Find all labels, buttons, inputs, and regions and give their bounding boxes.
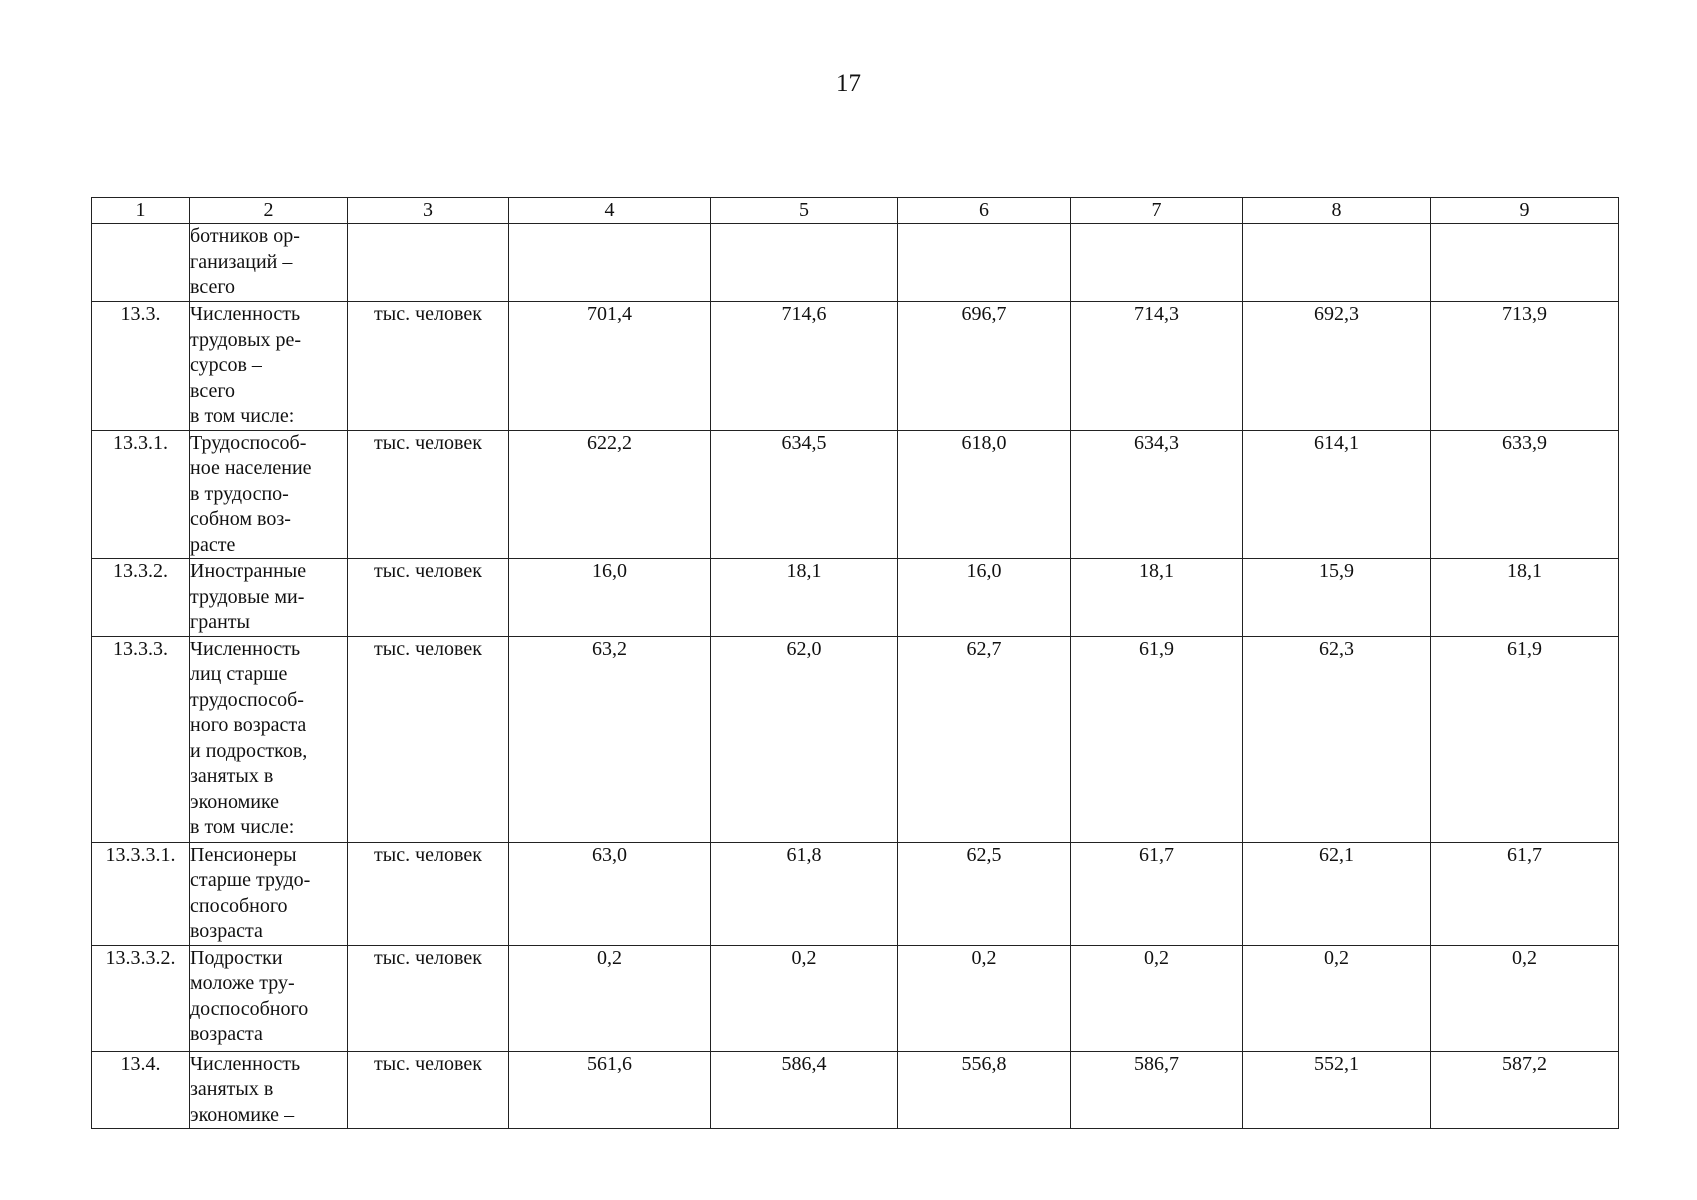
column-header: 7	[1071, 198, 1243, 224]
indicator-name-line: сурсов –	[190, 354, 262, 376]
indicator-name	[190, 636, 348, 842]
value-cell: 0,2	[509, 945, 711, 1051]
table-row	[92, 636, 1619, 842]
indicator-name-line: трудоспособ-	[190, 688, 304, 711]
value-cell	[898, 224, 1071, 302]
value-cell: 63,2	[509, 636, 711, 842]
indicator-name-line: Численность	[190, 1052, 301, 1075]
value-cell: 62,1	[1243, 842, 1431, 945]
indicator-name-line: Иностранные	[190, 560, 307, 582]
column-header: 9	[1431, 198, 1619, 224]
indicator-name-line: расте	[190, 533, 236, 556]
indicator-name	[190, 302, 348, 431]
value-cell: 0,2	[1071, 945, 1243, 1051]
value-cell: 634,5	[711, 430, 898, 559]
value-cell: 61,9	[1071, 636, 1243, 842]
unit-cell: тыс. человек	[348, 559, 509, 637]
indicator-name-line: Численность	[190, 637, 301, 660]
indicator-name-line: Численность	[190, 303, 301, 325]
indicator-name-line: ганизаций –	[190, 250, 293, 273]
value-cell: 61,7	[1431, 842, 1619, 945]
column-header: 8	[1243, 198, 1431, 224]
column-header: 4	[509, 198, 711, 224]
value-cell	[509, 224, 711, 302]
value-cell: 614,1	[1243, 430, 1431, 559]
value-cell: 62,5	[898, 842, 1071, 945]
value-cell: 61,7	[1071, 842, 1243, 945]
row-number: 13.3.3.2.	[92, 945, 190, 1051]
value-cell: 618,0	[898, 430, 1071, 559]
value-cell: 633,9	[1431, 430, 1619, 559]
value-cell: 61,8	[711, 842, 898, 945]
value-cell: 0,2	[1431, 945, 1619, 1051]
unit-cell: тыс. человек	[348, 1051, 509, 1129]
table-row	[92, 430, 1619, 559]
indicator-name-line: всего	[190, 276, 236, 298]
indicator-name-line: и подростков,	[190, 739, 308, 762]
unit-cell: тыс. человек	[348, 842, 509, 945]
data-table	[91, 197, 1619, 1129]
value-cell: 622,2	[509, 430, 711, 559]
value-cell: 586,4	[711, 1051, 898, 1129]
value-cell: 556,8	[898, 1051, 1071, 1129]
indicator-name-line: трудовых ре-	[190, 328, 302, 351]
table-row	[92, 842, 1619, 945]
value-cell: 63,0	[509, 842, 711, 945]
indicator-name	[190, 559, 348, 637]
indicator-name-line: возраста	[190, 1023, 263, 1045]
indicator-name-line: возраста	[190, 920, 263, 942]
indicator-name-line: ного возраста	[190, 714, 307, 736]
row-number	[92, 224, 190, 302]
indicator-name	[190, 430, 348, 559]
value-cell: 62,0	[711, 636, 898, 842]
column-header: 3	[348, 198, 509, 224]
value-cell: 552,1	[1243, 1051, 1431, 1129]
value-cell: 714,3	[1071, 302, 1243, 431]
value-cell: 62,3	[1243, 636, 1431, 842]
row-number: 13.3.1.	[92, 430, 190, 559]
indicator-name-line: способного	[190, 894, 288, 917]
indicator-name-line: доспособного	[190, 997, 309, 1020]
value-cell: 634,3	[1071, 430, 1243, 559]
indicator-name-line: в том числе:	[190, 816, 295, 838]
unit-cell: тыс. человек	[348, 430, 509, 559]
table-row	[92, 302, 1619, 431]
value-cell: 18,1	[711, 559, 898, 637]
value-cell	[1431, 224, 1619, 302]
value-cell: 561,6	[509, 1051, 711, 1129]
table-row	[92, 559, 1619, 637]
column-header: 1	[92, 198, 190, 224]
row-number: 13.3.3.1.	[92, 842, 190, 945]
indicator-name-line: гранты	[190, 611, 250, 633]
indicator-name-line: ботников ор-	[190, 225, 300, 247]
unit-cell	[348, 224, 509, 302]
indicator-name	[190, 224, 348, 302]
value-cell: 16,0	[509, 559, 711, 637]
indicator-name-line: Трудоспособ-	[190, 431, 307, 454]
value-cell	[1071, 224, 1243, 302]
value-cell	[1243, 224, 1431, 302]
header-row	[92, 198, 1619, 224]
indicator-name	[190, 1051, 348, 1129]
column-header: 2	[190, 198, 348, 224]
value-cell: 0,2	[711, 945, 898, 1051]
value-cell: 587,2	[1431, 1051, 1619, 1129]
indicator-name-line: старше трудо-	[190, 869, 311, 891]
value-cell: 0,2	[898, 945, 1071, 1051]
value-cell: 15,9	[1243, 559, 1431, 637]
unit-cell: тыс. человек	[348, 636, 509, 842]
value-cell: 62,7	[898, 636, 1071, 842]
table-row	[92, 945, 1619, 1051]
indicator-name	[190, 945, 348, 1051]
row-number: 13.3.3.	[92, 636, 190, 842]
value-cell: 696,7	[898, 302, 1071, 431]
column-header: 6	[898, 198, 1071, 224]
table-row	[92, 1051, 1619, 1129]
indicator-name-line: Подростки	[190, 946, 283, 969]
indicator-name-line: моложе тру-	[190, 972, 295, 994]
indicator-name-line: трудовые ми-	[190, 585, 305, 608]
row-number: 13.4.	[92, 1051, 190, 1129]
value-cell: 714,6	[711, 302, 898, 431]
indicator-name-line: экономике –	[190, 1103, 295, 1126]
value-cell: 0,2	[1243, 945, 1431, 1051]
value-cell: 692,3	[1243, 302, 1431, 431]
table-body	[92, 224, 1619, 1129]
value-cell: 18,1	[1071, 559, 1243, 637]
value-cell: 701,4	[509, 302, 711, 431]
row-number: 13.3.2.	[92, 559, 190, 637]
indicator-name-line: собном воз-	[190, 508, 291, 530]
indicator-name	[190, 842, 348, 945]
value-cell	[711, 224, 898, 302]
indicator-name-line: экономике	[190, 790, 280, 813]
indicator-name-line: в трудоспо-	[190, 482, 289, 505]
indicator-name-line: всего	[190, 379, 236, 402]
table-row	[92, 224, 1619, 302]
value-cell: 713,9	[1431, 302, 1619, 431]
value-cell: 16,0	[898, 559, 1071, 637]
value-cell: 18,1	[1431, 559, 1619, 637]
indicator-name-line: ное население	[190, 457, 312, 479]
indicator-name-line: лиц старше	[190, 663, 288, 685]
row-number: 13.3.	[92, 302, 190, 431]
indicator-name-line: занятых в	[190, 1078, 274, 1100]
indicator-name-line: занятых в	[190, 765, 274, 787]
value-cell: 586,7	[1071, 1051, 1243, 1129]
indicator-name-line: в том числе:	[190, 405, 295, 427]
page-number: 17	[836, 70, 861, 97]
unit-cell: тыс. человек	[348, 302, 509, 431]
value-cell: 61,9	[1431, 636, 1619, 842]
unit-cell: тыс. человек	[348, 945, 509, 1051]
indicator-name-line: Пенсионеры	[190, 843, 297, 866]
column-header: 5	[711, 198, 898, 224]
